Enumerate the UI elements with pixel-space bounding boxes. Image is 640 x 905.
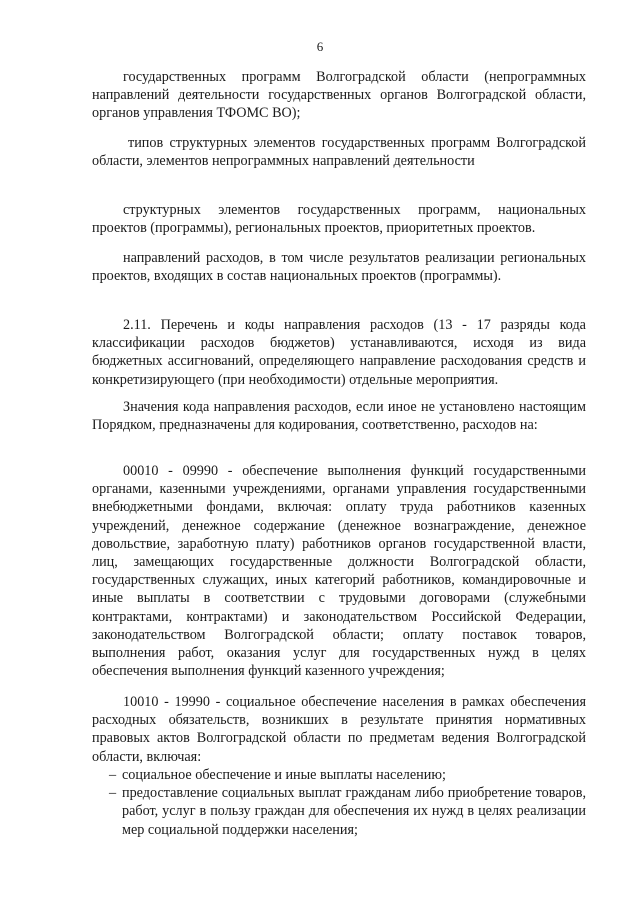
- list-item-text: предоставление социальных выплат гражданам либо приобретение товаров, работ, услуг в пользу граждан для обеспечения их нужд в целях реализации мер социальной поддержки населения;: [122, 785, 586, 838]
- paragraph-text: 2.11. Перечень и коды направления расходов (13 - 17 разряды кода классификации расходов бюджетов) устанавливаются, исходя из вида бюджетных ассигнований, определяющего направление расходования средств и конкретизирующего (при необходимости) отдельные мероприятия.: [92, 317, 586, 388]
- list-marker: –: [109, 785, 117, 802]
- paragraph-section-2-11: [92, 316, 586, 389]
- list-item: [92, 784, 586, 839]
- list-item: [92, 766, 586, 784]
- paragraph-code-values: [92, 398, 586, 434]
- paragraph-text: 10010 - 19990 - социальное обеспечение населения в рамках обеспечения расходных обязательств, возникших в результате принятия нормативных правовых актов Волгоградской области по предметам ведения Волгоградской области, включая:: [92, 694, 586, 765]
- bullet-list: [92, 766, 586, 839]
- paragraph-state-programs: [92, 68, 586, 123]
- paragraph-structural-element-types: [92, 134, 586, 170]
- list-item-text: социальное обеспечение и иные выплаты населению;: [122, 767, 446, 783]
- list-marker: –: [109, 767, 117, 783]
- paragraph-text: структурных элементов государственных программ, национальных проектов (программы), региональных проектов, приоритетных проектов.: [92, 202, 586, 237]
- paragraph-text: 00010 - 09990 - обеспечение выполнения функций государственными органами, казенными учреждениями, органами управления государственными внебюджетными фондами, включая: оплату труда работников казенных учреждений, денежное содержание (денежное вознаграждение, денежное довольствие, заработную плату) работников органов государственной власти, лиц, замещающих государственные должности Волгоградской области, государственных служащих, иных категорий работников, командировочные и иные выплаты в соответствии с трудовыми договорами (служебными контрактами, контрактами) и законодательством Российской Федерации, законодательством Волгоградской области; оплату поставок товаров, выполнения работ, оказания услуг для государственных нужд в целях обеспечения выполнения функций казенного учреждения;: [92, 463, 586, 680]
- paragraph-text: типов структурных элементов государственных программ Волгоградской области, элементов непрограммных направлений деятельности: [92, 135, 586, 170]
- paragraph-expense-directions: [92, 249, 586, 285]
- paragraph-code-00010-09990: [92, 462, 586, 680]
- paragraph-code-10010-19990: [92, 693, 586, 766]
- paragraph-text: государственных программ Волгоградской области (непрограммных направлений деятельности государственных органов Волгоградской области, органов управления ТФОМС ВО);: [92, 69, 586, 122]
- paragraph-structural-elements: [92, 201, 586, 237]
- paragraph-text: направлений расходов, в том числе результатов реализации региональных проектов, входящих в состав национальных проектов (программы).: [92, 250, 586, 285]
- page-number: 6: [316, 39, 324, 54]
- paragraph-text: Значения кода направления расходов, если иное не установлено настоящим Порядком, предназначены для кодирования, соответственно, расходов на:: [92, 399, 586, 434]
